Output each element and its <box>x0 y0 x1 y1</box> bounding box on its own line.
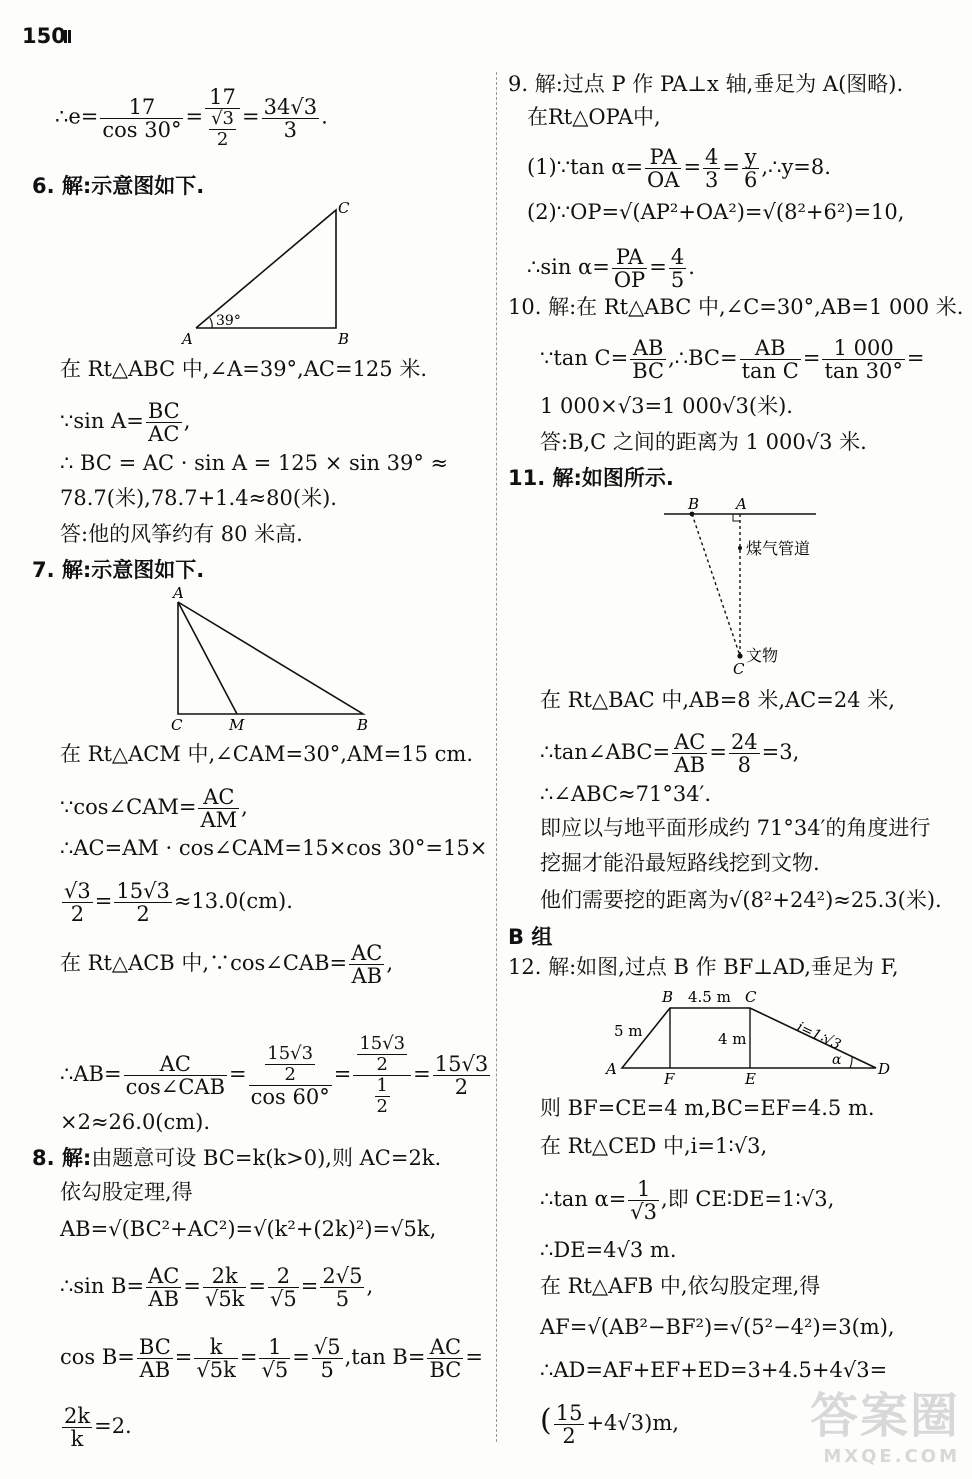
problem-6-heading: 6. 解:示意图如下. <box>32 174 205 198</box>
vertex-c-label: C <box>171 716 183 734</box>
angle-label: 39° <box>216 313 241 329</box>
point-b-label: B <box>688 496 700 513</box>
alpha-label: α <box>832 1052 842 1068</box>
p6-line-5: 答:他的风筝约有 80 米高. <box>60 522 303 546</box>
problem-6-figure <box>178 198 368 348</box>
point-c-label: C <box>733 660 745 678</box>
site-watermark: 答案圈 MXQE.COM <box>809 1388 960 1467</box>
p8-line-3: AB=√(BC²+AC²)=√(k²+(2k)²)=√5k, <box>60 1217 437 1241</box>
p9-line-2: 在Rt△OPA中, <box>527 105 661 129</box>
p11-line-6: 他们需要挖的距离为√(8²+24²)≈25.3(米). <box>540 888 942 912</box>
p7-line-6: ∴AB= $\frac{AC}{\text{cos∠CAB}}$ = $\frac{\frac{15√3}{2}}{\cos 60^\circ}$ = $\frac{\frac{15√3}{2}}{\frac{1}{2}}$ = $\frac{15√3}{2}$ <box>60 1033 489 1117</box>
vertex-a-label: A <box>606 1060 617 1078</box>
p12-line-8: ∴AD=AF+EF+ED=3+4.5+4√3= <box>540 1358 888 1382</box>
page-number: 150 <box>22 24 66 48</box>
relic-label: 文物 <box>746 646 779 665</box>
vertex-d-label: D <box>878 1060 891 1078</box>
p7-line-1: 在 Rt△ACM 中,∠CAM=30°,AM=15 cm. <box>60 742 473 766</box>
height-label: 4 m <box>718 1030 747 1048</box>
vertex-f-label: F <box>664 1070 675 1088</box>
p6-line-3: ∴ BC = AC · sin A = 125 × sin 39° ≈ <box>60 451 449 475</box>
p12-line-7: AF=√(AB²−BF²)=√(5²−4²)=3(m), <box>540 1315 895 1339</box>
vertex-m-label: M <box>229 716 245 734</box>
vertex-c-label: C <box>338 199 350 217</box>
p12-line-5: ∴DE=4√3 m. <box>540 1238 677 1262</box>
p12-line-3: 在 Rt△CED 中,i=1∶√3, <box>540 1134 768 1158</box>
p12-line-6: 在 Rt△AFB 中,依勾股定理,得 <box>540 1274 821 1298</box>
p7-line-3: ∴AC=AM · cos∠CAM=15×cos 30°=15× <box>60 836 488 860</box>
problem-11-heading: 11. 解:如图所示. <box>508 466 674 490</box>
p12-line-2: 则 BF=CE=4 m,BC=EF=4.5 m. <box>540 1096 875 1120</box>
vertex-e-label: E <box>745 1070 756 1088</box>
slope-label: i=1∶√3 <box>794 1019 844 1054</box>
problem-12-figure <box>600 984 900 1088</box>
vertex-a-label: A <box>173 584 184 602</box>
p11-line-5: 挖掘才能沿最短路线挖到文物. <box>540 851 820 875</box>
p12-line-1: 12. 解:如图,过点 B 作 BF⊥AD,垂足为 F, <box>508 955 899 979</box>
point-a-label: A <box>736 496 747 513</box>
p6-line-2: ∵sin A= $\frac{BC}{AC}$ , <box>60 399 191 446</box>
p11-line-2: ∴tan∠ABC= $\frac{AC}{AB}$ = $\frac{24}{8}$ =3, <box>540 730 800 777</box>
p6-line-4: 78.7(米),78.7+1.4≈80(米). <box>60 486 337 510</box>
p10-line-4: 答:B,C 之间的距离为 1 000√3 米. <box>540 430 867 454</box>
vertex-c-label: C <box>745 988 757 1006</box>
p10-line-1: 10. 解:在 Rt△ABC 中,∠C=30°,AB=1 000 米. <box>508 295 964 319</box>
gas-pipe-label: 煤气管道 <box>746 539 811 558</box>
p10-line-3: 1 000×√3=1 000√3(米). <box>540 394 793 418</box>
p10-line-2: ∵tan C= $\frac{AB}{BC}$ ,∴BC= $\frac{AB}{\text{tan C}}$ = $\frac{1 000}{\tan 30^\circ}$ = <box>540 336 925 383</box>
vertex-b-label: B <box>357 716 369 734</box>
problem-11-figure <box>660 496 840 678</box>
top-length-label: 4.5 m <box>688 988 731 1006</box>
left-length-label: 5 m <box>614 1022 643 1040</box>
p9-line-4: (2)∵OP=√(AP²+OA²)=√(8²+6²)=10, <box>527 200 905 224</box>
page-number-mark <box>64 30 71 43</box>
p12-line-9: ( $\frac{15}{2}$ +4√3)m, <box>540 1401 679 1448</box>
p9-line-1: 9. 解:过点 P 作 PA⊥x 轴,垂足为 A(图略). <box>508 72 904 96</box>
p11-line-3: ∴∠ABC≈71°34′. <box>540 782 711 806</box>
problem-7-heading: 7. 解:示意图如下. <box>32 558 205 582</box>
eccentricity-line: ∴e= $\frac{17}{\cos 30^\circ}$ = $\frac{17}{\frac{√3}{2}}$ = $\frac{34√3}{3}$ . <box>55 85 328 150</box>
p12-line-4: ∴tan α= $\frac{1}{√3}$ ,即 CE∶DE=1∶√3, <box>540 1177 835 1224</box>
p8-line-5: cos B= $\frac{BC}{AB}$ = $\frac{k}{√5k}$ = $\frac{1}{√5}$ = $\frac{√5}{5}$ ,tan B= $\frac{AC}{BC}$ = <box>60 1335 483 1382</box>
p7-line-4: $\frac{√3}{2}$ = $\frac{15√3}{2}$ ≈13.0(cm). <box>64 879 293 926</box>
p8-line-4: ∴sin B= $\frac{AC}{AB}$ = $\frac{2k}{√5k}$ = $\frac{2}{√5}$ = $\frac{2√5}{5}$ , <box>60 1264 374 1311</box>
vertex-b-label: B <box>662 988 674 1006</box>
p8-line-2: 依勾股定理,得 <box>60 1180 193 1204</box>
p7-line-5: 在 Rt△ACB 中,∵cos∠CAB= $\frac{AC}{AB}$ , <box>60 941 394 988</box>
p6-line-1: 在 Rt△ABC 中,∠A=39°,AC=125 米. <box>60 357 427 381</box>
p8-line-6: $\frac{2k}{k}$ =2. <box>64 1404 132 1451</box>
vertex-b-label: B <box>338 330 350 348</box>
problem-8-line-1: 8. 解:由题意可设 BC=k(k>0),则 AC=2k. <box>32 1146 442 1170</box>
p7-line-7: ×2≈26.0(cm). <box>60 1110 211 1134</box>
p11-line-4: 即应以与地平面形成约 71°34′的角度进行 <box>540 816 931 840</box>
column-divider <box>496 72 497 1442</box>
vertex-a-label: A <box>182 330 193 348</box>
p9-line-5: ∴sin α= $\frac{PA}{OP}$ = $\frac{4}{5}$ . <box>527 245 695 292</box>
p9-line-3: (1)∵tan α= $\frac{PA}{OA}$ = $\frac{4}{3}$ = $\frac{y}{6}$ ,∴y=8. <box>527 145 831 192</box>
group-b-heading: B 组 <box>508 925 553 949</box>
p11-line-1: 在 Rt△BAC 中,AB=8 米,AC=24 米, <box>540 688 895 712</box>
p7-line-2: ∵cos∠CAM= $\frac{AC}{AM}$ , <box>60 785 248 832</box>
problem-7-figure <box>165 584 385 734</box>
